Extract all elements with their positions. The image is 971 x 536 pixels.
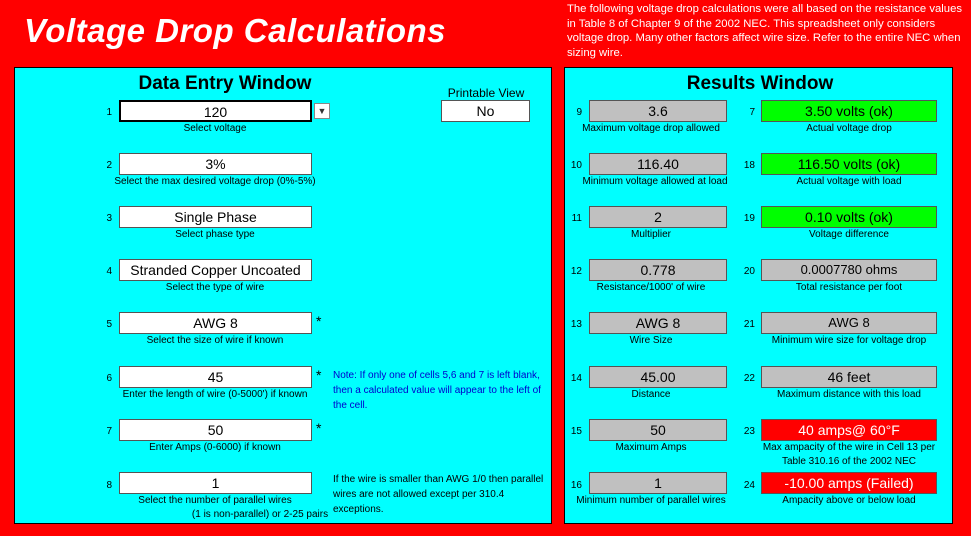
min-wire-size-value: AWG 8 bbox=[761, 312, 937, 334]
total-resistance-label: Total resistance per foot bbox=[795, 282, 903, 293]
result-number: 11 bbox=[571, 213, 582, 224]
result-number: 14 bbox=[570, 373, 582, 384]
result-number: 24 bbox=[743, 480, 755, 491]
distance-value: 45.00 bbox=[589, 366, 727, 388]
max-ampacity-label: Max ampacity of the wire in Cell 13 per bbox=[762, 442, 936, 453]
row-number: 1 bbox=[106, 107, 112, 118]
voltage-difference-label: Voltage difference bbox=[809, 229, 889, 240]
result-number: 20 bbox=[743, 266, 755, 277]
result-number: 10 bbox=[570, 160, 582, 171]
max-distance-value: 46 feet bbox=[761, 366, 937, 388]
required-star: * bbox=[316, 420, 322, 436]
result-number: 12 bbox=[570, 266, 582, 277]
max-ampacity-value: 40 amps@ 60°F bbox=[761, 419, 937, 441]
max-voltage-drop-allowed-value: 3.6 bbox=[589, 100, 727, 122]
result-number: 19 bbox=[743, 213, 755, 224]
voltage-difference-value: 0.10 volts (ok) bbox=[761, 206, 937, 228]
parallel-wire-note: If the wire is smaller than AWG 1/0 then parallel wires are not allowed except per 310.4 exceptions. bbox=[333, 474, 544, 515]
min-voltage-at-load-value: 116.40 bbox=[589, 153, 727, 175]
result-number: 16 bbox=[570, 480, 582, 491]
row-number: 5 bbox=[106, 319, 112, 330]
disclaimer-text: The following voltage drop calculations were all based on the resistance values in Table 8 of Chapter 9 of the 2002 NEC. This spreadsheet only considers voltage drop. Many other factors affect wire size. Refer to the entire NEC when sizing wire. bbox=[567, 3, 962, 59]
data-entry-title: Data Entry Window bbox=[138, 73, 312, 94]
page-title: Voltage Drop Calculations bbox=[24, 12, 447, 49]
required-star: * bbox=[316, 313, 322, 329]
result-number: 21 bbox=[743, 319, 755, 330]
ampacity-vs-load-value: -10.00 amps (Failed) bbox=[761, 472, 937, 494]
total-resistance-value: 0.0007780 ohms bbox=[761, 259, 937, 281]
row-number: 4 bbox=[106, 266, 112, 277]
result-number: 15 bbox=[570, 426, 582, 437]
voltage-label: Select voltage bbox=[183, 123, 247, 134]
row-number: 8 bbox=[106, 480, 112, 491]
min-parallel-wires-value: 1 bbox=[589, 472, 727, 494]
result-number: 18 bbox=[743, 160, 755, 171]
maximum-amps-label: Maximum Amps bbox=[615, 442, 687, 453]
multiplier-label: Multiplier bbox=[630, 229, 671, 240]
result-number: 22 bbox=[743, 373, 755, 384]
result-number: 7 bbox=[749, 107, 755, 118]
max-voltage-drop-allowed-label: Maximum voltage drop allowed bbox=[582, 123, 720, 134]
row-number: 6 bbox=[106, 373, 112, 384]
wire-type-select[interactable]: Stranded Copper Uncoated bbox=[119, 259, 312, 281]
wire-size-select[interactable]: AWG 8 bbox=[119, 312, 312, 334]
row-number: 2 bbox=[106, 160, 112, 171]
results-title: Results Window bbox=[686, 73, 834, 94]
result-number: 9 bbox=[576, 107, 582, 118]
ampacity-vs-load-label: Ampacity above or below load bbox=[782, 495, 916, 506]
min-voltage-at-load-label: Minimum voltage allowed at load bbox=[582, 176, 728, 187]
resistance-per-1000-label: Resistance/1000' of wire bbox=[596, 282, 706, 293]
resistance-per-1000-value: 0.778 bbox=[589, 259, 727, 281]
printable-view-label: Printable View bbox=[447, 86, 525, 100]
result-number: 23 bbox=[743, 426, 755, 437]
amps-input[interactable]: 50 bbox=[119, 419, 312, 441]
parallel-wires-select[interactable]: 1 bbox=[119, 472, 312, 494]
wire-type-label: Select the type of wire bbox=[165, 282, 265, 293]
wire-length-label: Enter the length of wire (0-5000') if known bbox=[122, 389, 308, 400]
wire-length-input[interactable]: 45 bbox=[119, 366, 312, 388]
wire-size-result-label: Wire Size bbox=[629, 335, 673, 346]
max-distance-label: Maximum distance with this load bbox=[777, 389, 921, 400]
parallel-wires-sublabel: (1 is non-parallel) or 2-25 pairs bbox=[191, 509, 329, 520]
maximum-amps-value: 50 bbox=[589, 419, 727, 441]
actual-voltage-with-load-value: 116.50 volts (ok) bbox=[761, 153, 937, 175]
row-number: 7 bbox=[106, 426, 112, 437]
wire-size-label: Select the size of wire if known bbox=[146, 335, 284, 346]
printable-view-select[interactable]: No bbox=[441, 100, 530, 122]
phase-type-select[interactable]: Single Phase bbox=[119, 206, 312, 228]
chevron-down-icon[interactable]: ▼ bbox=[314, 103, 330, 119]
wire-size-value: AWG 8 bbox=[589, 312, 727, 334]
data-entry-window bbox=[14, 67, 552, 524]
min-wire-size-label: Minimum wire size for voltage drop bbox=[771, 335, 927, 346]
result-number: 13 bbox=[570, 319, 582, 330]
max-ampacity-sublabel: Table 310.16 of the 2002 NEC bbox=[782, 456, 916, 467]
required-star: * bbox=[316, 367, 322, 383]
parallel-wires-label: Select the number of parallel wires bbox=[138, 495, 292, 506]
min-parallel-wires-label: Minimum number of parallel wires bbox=[576, 495, 726, 506]
actual-voltage-drop-label: Actual voltage drop bbox=[806, 123, 892, 134]
phase-type-label: Select phase type bbox=[175, 229, 255, 240]
actual-voltage-drop-value: 3.50 volts (ok) bbox=[761, 100, 937, 122]
max-voltage-drop-input[interactable]: 3% bbox=[119, 153, 312, 175]
amps-label: Enter Amps (0-6000) if known bbox=[149, 442, 281, 453]
max-voltage-drop-label: Select the max desired voltage drop (0%-5%) bbox=[114, 176, 316, 187]
row-number: 3 bbox=[106, 213, 112, 224]
multiplier-value: 2 bbox=[589, 206, 727, 228]
blank-cell-note: Note: If only one of cells 5,6 and 7 is left blank, then a calculated value will appear to the left of the cell. bbox=[333, 370, 541, 411]
voltage-select[interactable]: 120 bbox=[119, 100, 312, 122]
distance-label: Distance bbox=[631, 389, 671, 400]
actual-voltage-with-load-label: Actual voltage with load bbox=[796, 176, 902, 187]
